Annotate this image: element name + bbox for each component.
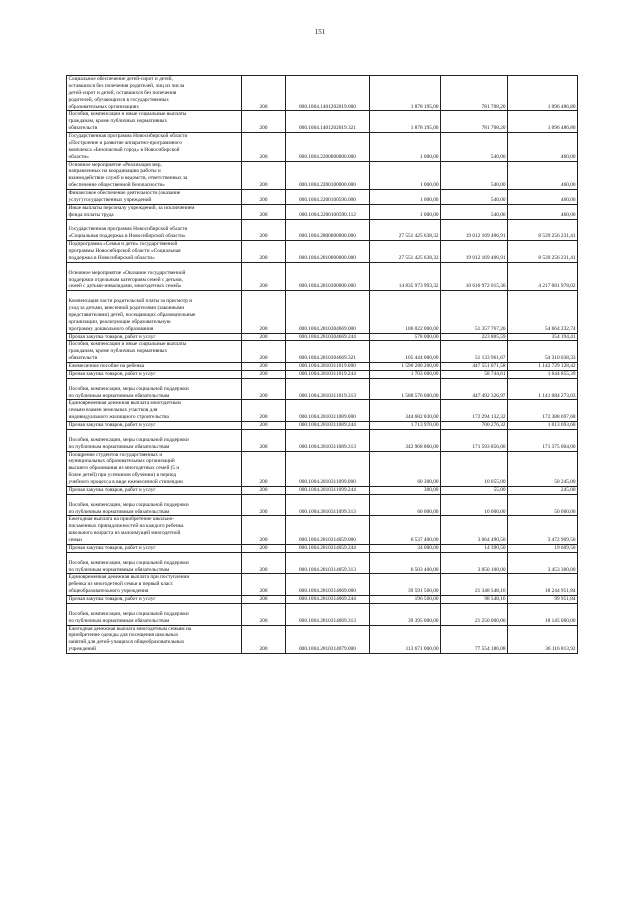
table-row <box>67 370 578 378</box>
row-name: Пособия, компенсации, меры социальной поддержки по публичным нормативным обязательствам <box>67 378 242 400</box>
row-unexecuted: 36 116 813,92 <box>508 625 578 654</box>
row-name: Пособия, компенсации и иные социальные выплаты гражданам, кроме публичных нормативных обязательств <box>67 111 242 133</box>
row-approved: 27 551 425 638,32 <box>370 241 441 263</box>
row-code-admin: 200 <box>242 190 286 205</box>
row-unexecuted: 460,00 <box>508 190 578 205</box>
row-executed: 14 390,50 <box>441 544 508 552</box>
row-code-admin: 200 <box>242 378 286 400</box>
row-budget-code: 000.1004.2810311089.244 <box>286 422 370 430</box>
row-code-admin: 200 <box>242 291 286 333</box>
row-approved: 1 590 280 200,00 <box>370 363 441 371</box>
row-name: Прочая закупка товаров, работ и услуг <box>67 422 242 430</box>
row-unexecuted: 1 096 486,80 <box>508 76 578 111</box>
row-name: Финансовое обеспечение деятельности (оказание услуг) государственных учреждений <box>67 190 242 205</box>
budget-table <box>66 75 578 654</box>
row-executed: 171 593 856,00 <box>441 429 508 451</box>
table-row <box>67 161 578 190</box>
row-name: Прочая закупка товаров, работ и услуг <box>67 486 242 494</box>
row-executed: 540,00 <box>441 190 508 205</box>
row-approved: 105 444 000,00 <box>370 341 441 363</box>
row-unexecuted: 8 539 256 231,41 <box>508 241 578 263</box>
row-approved: 578 000,00 <box>370 333 441 341</box>
row-budget-code: 000.1004.2810304669.321 <box>286 341 370 363</box>
row-code-admin: 200 <box>242 516 286 545</box>
row-approved: 34 000,00 <box>370 544 441 552</box>
table-row <box>67 422 578 430</box>
row-executed: 540,00 <box>441 204 508 219</box>
row-executed: 21 250 000,00 <box>441 603 508 625</box>
row-approved: 6 503 400,00 <box>370 552 441 574</box>
row-unexecuted: 245,00 <box>508 486 578 494</box>
row-budget-code: 000.1004.2810311019.313 <box>286 378 370 400</box>
row-budget-code: 000.1004.2810311019.244 <box>286 370 370 378</box>
row-approved: 300,00 <box>370 486 441 494</box>
row-code-admin: 200 <box>242 625 286 654</box>
row-budget-code: 000.1004.1401202019.321 <box>286 111 370 133</box>
row-name: Иные выплаты персоналу учреждений, за исключением фонда оплаты труда <box>67 204 242 219</box>
row-executed: 51 133 961,67 <box>441 341 508 363</box>
row-executed: 10 055,00 <box>441 451 508 486</box>
row-unexecuted: 460,00 <box>508 204 578 219</box>
row-code-admin: 200 <box>242 262 286 291</box>
row-unexecuted: 1 142 729 128,42 <box>508 363 578 371</box>
row-name: Пособия, компенсации, меры социальной поддержки по публичным нормативным обязательствам <box>67 552 242 574</box>
row-unexecuted: 99 951,84 <box>508 596 578 604</box>
row-executed: 3 050 100,00 <box>441 552 508 574</box>
page-number: 151 <box>314 28 326 36</box>
row-executed: 10 000,00 <box>441 494 508 516</box>
row-executed: 781 708,20 <box>441 111 508 133</box>
row-name: Государственная программа Новосибирской области «Построение и развитие аппаратно-программного комплекса «Безопасный город» в Новосибирской области» <box>67 133 242 162</box>
row-approved: 1 000,00 <box>370 204 441 219</box>
row-unexecuted: 19 609,50 <box>508 544 578 552</box>
row-unexecuted: 8 539 256 231,41 <box>508 219 578 241</box>
row-budget-code: 000.1004.2810314069.313 <box>286 603 370 625</box>
row-executed: 51 357 767,26 <box>441 291 508 333</box>
table-row <box>67 596 578 604</box>
row-name: Государственная программа Новосибирской области «Социальная поддержка в Новосибирской области» <box>67 219 242 241</box>
row-name: Ежегодная денежная выплата многодетным семьям на приобретение одежды для посещения школьных занятий для детей-учащихся общеобразовательных учреждений <box>67 625 242 654</box>
row-unexecuted: 1 096 486,80 <box>508 111 578 133</box>
row-name: Прочая закупка товаров, работ и услуг <box>67 370 242 378</box>
row-name: Прочая закупка товаров, работ и услуг <box>67 544 242 552</box>
table-row <box>67 219 578 241</box>
row-budget-code: 000.1004.2810311099.244 <box>286 486 370 494</box>
row-approved: 1 000,00 <box>370 161 441 190</box>
row-budget-code: 000.1004.2810314069.244 <box>286 596 370 604</box>
row-code-admin: 200 <box>242 400 286 422</box>
row-budget-code: 000.1004.2810314059.244 <box>286 544 370 552</box>
row-approved: 342 968 860,00 <box>370 429 441 451</box>
row-approved: 39 591 500,00 <box>370 574 441 596</box>
row-executed: 19 012 169 406,91 <box>441 219 508 241</box>
row-executed: 55,00 <box>441 486 508 494</box>
table-row <box>67 190 578 205</box>
row-budget-code: 000.1004.2810300000.000 <box>286 262 370 291</box>
row-code-admin: 200 <box>242 111 286 133</box>
row-unexecuted: 1 141 084 273,03 <box>508 378 578 400</box>
row-budget-code: 000.1004.2810311099.313 <box>286 494 370 516</box>
row-name: Прочая закупка товаров, работ и услуг <box>67 596 242 604</box>
row-code-admin: 200 <box>242 333 286 341</box>
row-budget-code: 000.1004.2810304669.000 <box>286 291 370 333</box>
row-code-admin: 200 <box>242 552 286 574</box>
row-name: Пособия, компенсации, меры социальной поддержки по публичным нормативным обязательствам <box>67 603 242 625</box>
row-unexecuted: 54 664 232,74 <box>508 291 578 333</box>
row-executed: 58 744,61 <box>441 370 508 378</box>
row-code-admin: 200 <box>242 596 286 604</box>
row-code-admin: 200 <box>242 363 286 371</box>
row-executed: 447 551 071,58 <box>441 363 508 371</box>
row-code-admin: 200 <box>242 603 286 625</box>
row-name: Основное мероприятие «Оказание государственной поддержки отдельным категориям семей с детьми, семей с детьми-инвалидами, многодетных семей» <box>67 262 242 291</box>
row-code-admin: 200 <box>242 451 286 486</box>
row-approved: 39 395 000,00 <box>370 603 441 625</box>
table-row <box>67 451 578 486</box>
row-approved: 106 022 000,00 <box>370 291 441 333</box>
row-unexecuted: 1 013 693,68 <box>508 422 578 430</box>
row-budget-code: 000.1004.2810314059.313 <box>286 552 370 574</box>
row-unexecuted: 50 000,00 <box>508 494 578 516</box>
row-code-admin: 200 <box>242 204 286 219</box>
row-code-admin: 200 <box>242 341 286 363</box>
table-row <box>67 486 578 494</box>
row-name: Компенсация части родительской платы за присмотр и уход за детьми, внесенной родителями (законными представителями) детей, посещающих образовательные организации, реализующие образовательную программу дошкольного образования <box>67 291 242 333</box>
row-budget-code: 000.1004.2800000000.000 <box>286 219 370 241</box>
table-row <box>67 363 578 371</box>
row-approved: 1 703 600,00 <box>370 370 441 378</box>
table-row <box>67 333 578 341</box>
table-row <box>67 291 578 333</box>
row-budget-code: 000.1004.2200000000.000 <box>286 133 370 162</box>
row-code-admin: 200 <box>242 133 286 162</box>
row-unexecuted: 354 194,41 <box>508 333 578 341</box>
table-row <box>67 544 578 552</box>
row-executed: 700 276,32 <box>441 422 508 430</box>
row-code-admin: 200 <box>242 429 286 451</box>
row-name: Прочая закупка товаров, работ и услуг <box>67 333 242 341</box>
table-row <box>67 516 578 545</box>
row-name: Социальное обеспечение детей-сирот и детей, оставшихся без попечения родителей, лиц из числа детей-сирот и детей, оставшихся без попечения родителей, обучающихся в государственных образовательных организациях <box>67 76 242 111</box>
row-approved: 344 682 830,00 <box>370 400 441 422</box>
table-row <box>67 341 578 363</box>
row-executed: 19 012 169 406,91 <box>441 241 508 263</box>
row-budget-code: 000.1004.1401202019.000 <box>286 76 370 111</box>
row-unexecuted: 172 388 697,68 <box>508 400 578 422</box>
row-code-admin: 200 <box>242 241 286 263</box>
row-executed: 540,00 <box>441 161 508 190</box>
row-name: Поощрение студентов государственных и муниципальных образовательных организаций высшего образования из многодетных семей (5 и более детей) при успешном обучении) в период учебного процесса в виде ежемесячной стипендии <box>67 451 242 486</box>
row-executed: 10 616 972 015,30 <box>441 262 508 291</box>
row-budget-code: 000.1004.2810314069.000 <box>286 574 370 596</box>
row-approved: 1 713 970,00 <box>370 422 441 430</box>
row-approved: 60 000,00 <box>370 494 441 516</box>
row-unexecuted: 50 245,00 <box>508 451 578 486</box>
row-unexecuted: 460,00 <box>508 161 578 190</box>
row-executed: 172 294 132,32 <box>441 400 508 422</box>
row-code-admin: 200 <box>242 574 286 596</box>
row-name: Пособия, компенсации, меры социальной поддержки по публичным нормативным обязательствам <box>67 494 242 516</box>
row-name: Ежегодная выплата на приобретение школьно- письменных принадлежностей на каждого ребенка школьного возраста из малоимущей многодетной семьи <box>67 516 242 545</box>
row-approved: 1 878 195,00 <box>370 76 441 111</box>
row-unexecuted: 3 472 909,50 <box>508 516 578 545</box>
row-budget-code: 000.1004.2810000000.000 <box>286 241 370 263</box>
row-code-admin: 200 <box>242 219 286 241</box>
row-budget-code: 000.1004.2810311089.313 <box>286 429 370 451</box>
row-code-admin: 200 <box>242 370 286 378</box>
row-budget-code: 000.1004.2200100590.000 <box>286 190 370 205</box>
table-row <box>67 133 578 162</box>
row-code-admin: 200 <box>242 544 286 552</box>
row-unexecuted: 171 375 004,00 <box>508 429 578 451</box>
row-budget-code: 000.1004.2200100590.112 <box>286 204 370 219</box>
row-approved: 1 878 195,00 <box>370 111 441 133</box>
row-approved: 196 500,00 <box>370 596 441 604</box>
row-approved: 1 000,00 <box>370 190 441 205</box>
row-unexecuted: 3 453 300,00 <box>508 552 578 574</box>
row-name: Единовременная денежная выплата при поступлении ребенка из многодетной семьи в первый класс общеобразовательного учреждения <box>67 574 242 596</box>
row-executed: 540,00 <box>441 133 508 162</box>
row-executed: 447 492 326,97 <box>441 378 508 400</box>
row-budget-code: 000.1004.2810311099.000 <box>286 451 370 486</box>
row-budget-code: 000.1004.2810314079.000 <box>286 625 370 654</box>
row-approved: 113 671 000,00 <box>370 625 441 654</box>
row-code-admin: 200 <box>242 76 286 111</box>
row-executed: 781 708,20 <box>441 76 508 111</box>
row-budget-code: 000.1004.2810314059.000 <box>286 516 370 545</box>
row-unexecuted: 4 217 001 978,02 <box>508 262 578 291</box>
row-budget-code: 000.1004.2810311019.000 <box>286 363 370 371</box>
table-row <box>67 494 578 516</box>
row-unexecuted: 460,00 <box>508 133 578 162</box>
table-row <box>67 400 578 422</box>
table-row <box>67 241 578 263</box>
row-name: Основное мероприятие «Реализация мер, направленных на координацию работы и взаимодействие служб и ведомств, ответственных за обеспечение общественной безопасности» <box>67 161 242 190</box>
row-executed: 223 805,59 <box>441 333 508 341</box>
table-row <box>67 603 578 625</box>
row-name: Единовременная денежная выплата многодетным семьям взамен земельных участков для индивидуального жилищного строительства <box>67 400 242 422</box>
row-executed: 98 548,16 <box>441 596 508 604</box>
row-code-admin: 200 <box>242 486 286 494</box>
row-code-admin: 200 <box>242 494 286 516</box>
table-row <box>67 262 578 291</box>
row-approved: 27 551 425 638,32 <box>370 219 441 241</box>
row-budget-code: 000.1004.2810304669.244 <box>286 333 370 341</box>
table-row <box>67 204 578 219</box>
table-row <box>67 429 578 451</box>
row-approved: 1 000,00 <box>370 133 441 162</box>
table-row <box>67 552 578 574</box>
row-approved: 14 835 973 993,32 <box>370 262 441 291</box>
row-name: Пособия, компенсации, меры социальной поддержки по публичным нормативным обязательствам <box>67 429 242 451</box>
table-row <box>67 76 578 111</box>
row-budget-code: 000.1004.2810311089.000 <box>286 400 370 422</box>
row-executed: 21 348 548,16 <box>441 574 508 596</box>
row-approved: 1 588 576 600,00 <box>370 378 441 400</box>
table-row <box>67 111 578 133</box>
row-unexecuted: 54 310 038,33 <box>508 341 578 363</box>
row-code-admin: 200 <box>242 161 286 190</box>
row-unexecuted: 18 244 951,84 <box>508 574 578 596</box>
row-approved: 6 537 400,00 <box>370 516 441 545</box>
row-name: Пособия, компенсации и иные социальные выплаты гражданам, кроме публичных нормативных обязательств <box>67 341 242 363</box>
row-budget-code: 000.1004.2200100000.000 <box>286 161 370 190</box>
table-row <box>67 574 578 596</box>
table-row <box>67 625 578 654</box>
row-name: Ежемесячное пособие на ребенка <box>67 363 242 371</box>
row-executed: 3 064 490,50 <box>441 516 508 545</box>
row-code-admin: 200 <box>242 422 286 430</box>
table-row <box>67 378 578 400</box>
row-unexecuted: 1 644 855,39 <box>508 370 578 378</box>
row-unexecuted: 18 145 000,00 <box>508 603 578 625</box>
row-approved: 60 300,00 <box>370 451 441 486</box>
row-executed: 77 554 186,08 <box>441 625 508 654</box>
row-name: Подпрограмма «Семья и дети» государственной программы Новосибирской области «Социальная поддержка в Новосибирской области» <box>67 241 242 263</box>
